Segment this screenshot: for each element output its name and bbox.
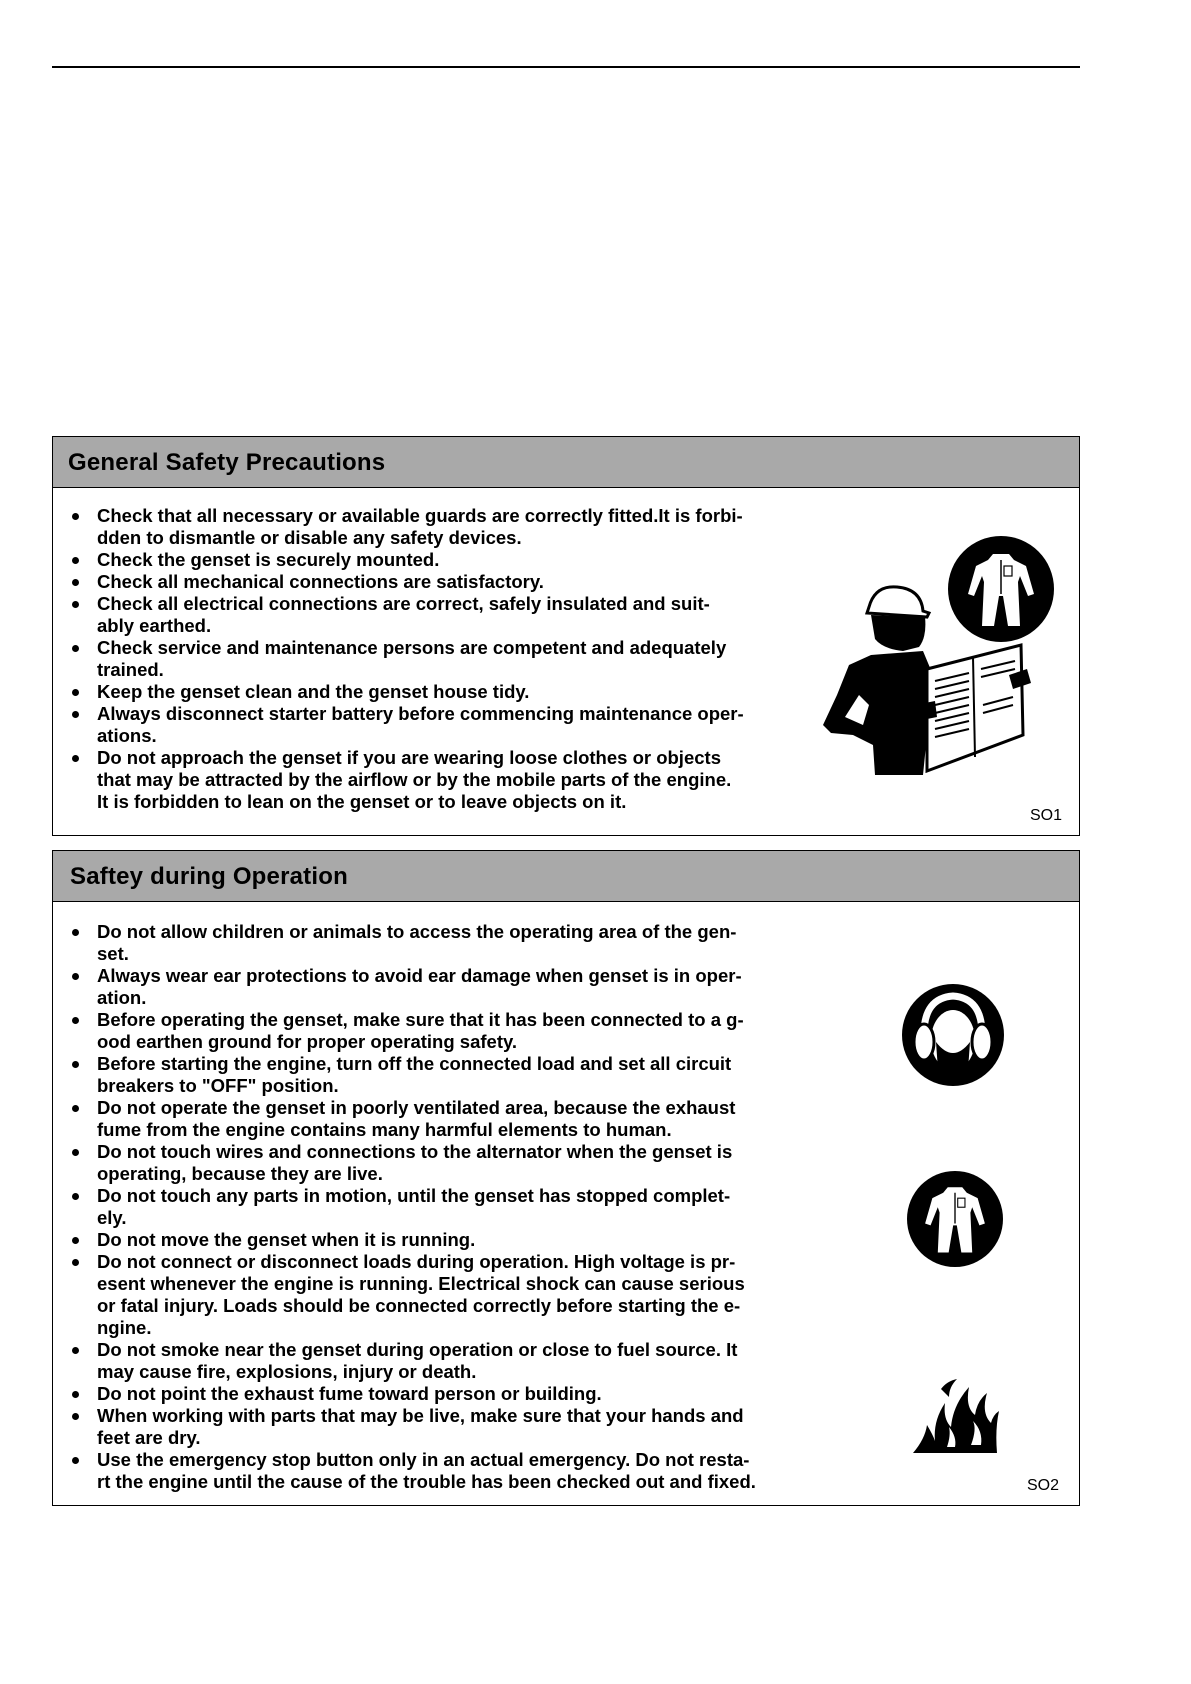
list-item-line: ood earthen ground for proper operating safety. (97, 1031, 518, 1052)
bullet-icon (72, 645, 79, 652)
list-item-line: ngine. (97, 1317, 152, 1338)
ear-protection-icon (902, 984, 1004, 1086)
list-item-line: Do not connect or disconnect loads during operation. High voltage is pr- (97, 1251, 736, 1272)
list-item-line: Check service and maintenance persons are competent and adequately (97, 637, 727, 658)
bullet-icon (72, 711, 79, 718)
fire-icon (911, 1379, 1001, 1455)
list-item-line: Check all mechanical connections are satisfactory. (97, 571, 544, 592)
bullet-icon (72, 1193, 79, 1200)
list-item-line: feet are dry. (97, 1427, 201, 1448)
list-item (53, 703, 823, 747)
list-item (53, 1141, 823, 1185)
list-item (53, 593, 823, 637)
list-item-line: may cause fire, explosions, injury or death. (97, 1361, 477, 1382)
list-item-line: or fatal injury. Loads should be connected correctly before starting the e- (97, 1295, 741, 1316)
list-item-line: breakers to "OFF" position. (97, 1075, 339, 1096)
list-item-line: Do not allow children or animals to access the operating area of the gen- (97, 921, 737, 942)
list-item-line: Before starting the engine, turn off the connected load and set all circuit (97, 1053, 732, 1074)
bullet-icon (72, 1347, 79, 1354)
bullet-icon (72, 689, 79, 696)
list-item-line: that may be attracted by the airflow or by the mobile parts of the engine. (97, 769, 732, 790)
list-item-line: ably earthed. (97, 615, 212, 636)
list-item (53, 1339, 823, 1383)
list-item-line: Do not operate the genset in poorly ventilated area, because the exhaust (97, 1097, 736, 1118)
bullet-icon (72, 1237, 79, 1244)
bullet-icon (72, 557, 79, 564)
list-item (53, 965, 823, 1009)
list-item-line: dden to dismantle or disable any safety devices. (97, 527, 522, 548)
list-item (53, 747, 823, 813)
list-item-line: Check all electrical connections are correct, safely insulated and suit- (97, 593, 710, 614)
list-item-line: ely. (97, 1207, 127, 1228)
list-item-line: Check that all necessary or available guards are correctly fitted.It is forbi- (97, 505, 743, 526)
protective-clothing-icon (907, 1171, 1003, 1267)
bullet-icon (72, 513, 79, 520)
list-item-line: Do not touch wires and connections to the alternator when the genset is (97, 1141, 733, 1162)
list-item-line: trained. (97, 659, 164, 680)
list-item-line: Do not smoke near the genset during operation or close to fuel source. It (97, 1339, 738, 1360)
bullet-icon (72, 1061, 79, 1068)
bullet-icon (72, 1149, 79, 1156)
list-item (53, 1053, 823, 1097)
bullet-icon (72, 755, 79, 762)
list-item-line: Always disconnect starter battery before commencing maintenance oper- (97, 703, 744, 724)
list-item (53, 1383, 823, 1405)
precautions-list (53, 505, 823, 813)
list-item-line: It is forbidden to lean on the genset or to leave objects on it. (97, 791, 627, 812)
bullet-icon (72, 1017, 79, 1024)
list-item-line: Before operating the genset, make sure that it has been connected to a g- (97, 1009, 744, 1030)
worker-reading-manual-icon (823, 585, 1033, 775)
list-item (53, 1185, 823, 1229)
section-title: Saftey during Operation (53, 851, 1079, 902)
section-code: SO1 (1030, 807, 1063, 824)
list-item-line: Do not move the genset when it is running. (97, 1229, 476, 1250)
list-item-line: When working with parts that may be live, make sure that your hands and (97, 1405, 744, 1426)
list-item (53, 505, 823, 549)
list-item (53, 637, 823, 681)
bullet-icon (72, 973, 79, 980)
list-item-line: Use the emergency stop button only in an actual emergency. Do not resta- (97, 1449, 750, 1470)
list-item (53, 1097, 823, 1141)
list-item (53, 1009, 823, 1053)
list-item (53, 549, 823, 571)
bullet-icon (72, 1413, 79, 1420)
bullet-icon (72, 1105, 79, 1112)
list-item-line: Keep the genset clean and the genset house tidy. (97, 681, 530, 702)
list-item (53, 1449, 823, 1493)
list-item (53, 1405, 823, 1449)
list-item-line: set. (97, 943, 129, 964)
bullet-icon (72, 1259, 79, 1266)
bullet-icon (72, 1457, 79, 1464)
list-item (53, 921, 823, 965)
list-item-line: Do not point the exhaust fume toward person or building. (97, 1383, 602, 1404)
bullet-icon (72, 601, 79, 608)
list-item-line: operating, because they are live. (97, 1163, 383, 1184)
list-item-line: Always wear ear protections to avoid ear damage when genset is in oper- (97, 965, 742, 986)
list-item-line: Check the genset is securely mounted. (97, 549, 440, 570)
bullet-icon (72, 579, 79, 586)
section-title: General Safety Precautions (53, 437, 1079, 488)
list-item (53, 1251, 823, 1339)
top-rule (52, 66, 1080, 68)
list-item-line: Do not approach the genset if you are wearing loose clothes or objects (97, 747, 721, 768)
operation-safety-section (52, 850, 1080, 1506)
list-item-line: Do not touch any parts in motion, until the genset has stopped complet- (97, 1185, 731, 1206)
list-item (53, 681, 823, 703)
section-code: SO2 (1027, 1477, 1060, 1494)
list-item (53, 1229, 823, 1251)
operation-list (53, 921, 823, 1493)
list-item-line: ation. (97, 987, 147, 1008)
list-item-line: rt the engine until the cause of the trouble has been checked out and fixed. (97, 1471, 756, 1492)
list-item-line: esent whenever the engine is running. Electrical shock can cause serious (97, 1273, 745, 1294)
bullet-icon (72, 929, 79, 936)
list-item-line: fume from the engine contains many harmful elements to human. (97, 1119, 672, 1140)
list-item (53, 571, 823, 593)
general-safety-section (52, 436, 1080, 836)
list-item-line: ations. (97, 725, 157, 746)
bullet-icon (72, 1391, 79, 1398)
